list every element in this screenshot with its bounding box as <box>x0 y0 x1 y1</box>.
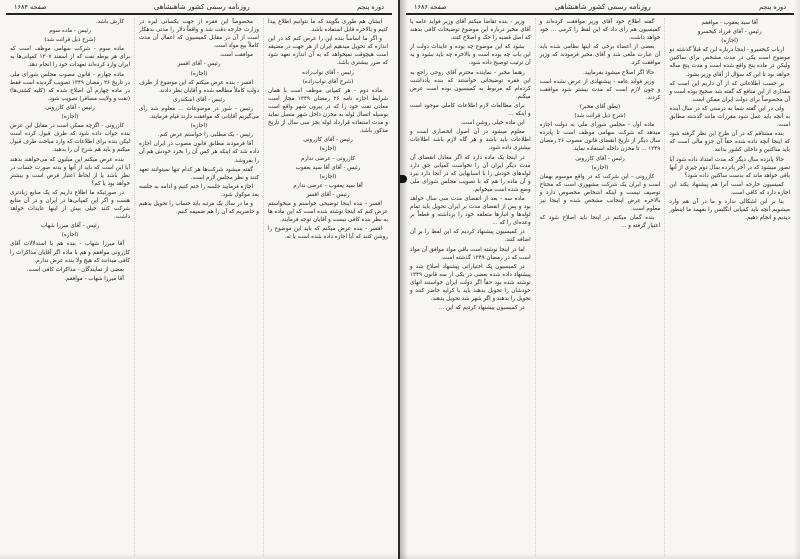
paragraph: رئیس - یک مطلبی را خواستم عرض کنم. <box>157 132 253 139</box>
speaker-heading: (اجازه) <box>61 232 79 239</box>
right-page <box>398 0 800 559</box>
page-number: صفحه ۱۶۸۶ <box>414 3 447 11</box>
page-number: صفحه ۱۶۸۴ <box>14 3 47 11</box>
speaker-heading: (اجازه) <box>61 114 79 121</box>
scan-shadow <box>400 553 800 559</box>
paragraph: وزیر - بنده تقاضا میکنم آقای وزیر فواید عامه یا آقای مخبر درباره این موضوع توضیحات کافی بدهند که اصل قضیه را حک و اصلاح کنند. <box>409 19 531 42</box>
paragraph: کارش باشد. <box>95 19 124 25</box>
speaker-heading: (شرح آقای نواب‌زاده) <box>302 78 354 85</box>
speaker-heading: رئیس - آقای کازرونی <box>575 155 625 162</box>
page-header <box>6 2 392 12</box>
paragraph: ولی در این گفته شما به درستی که در سال آینده به آنچه باید عمل شود مقررات مانند گذشته مطابق است. <box>669 105 790 129</box>
paragraph: ماده اول - مجلس شورای ملی به دولت اجازه میدهد که شرکت سهامی موظف است تا پانزده سال دیگر از تاریخ انقضای قانون مصوب ۲۶ رمضان ۱۳۴۹ ... تا مخزن داخله استفاده نماید. <box>539 122 661 153</box>
paragraph: اما در اینجا نوشته است باقی مواد موافق آن مواد است که در رمضان ۱۳۴۹ گذشته است. <box>409 246 531 261</box>
speaker-heading: رئیس - آقای کازرونی <box>303 137 353 144</box>
paragraph: در صورتیکه ما اطلاع داریم که یک منابع زیادتری هست و اگر این کمپانی‌ها در ایران و در آن منابع شرکت کنند خیلی بیش از اینها عایدات خواهد داشت. <box>10 189 130 221</box>
paragraph: مخصوصاً این فقره از جهت یکسانی لیره در وزارت خارجه دقت شد و واقعاً دلار را مدتی بدهکار است از آن در مقابل کمیسیون که اعمال آن مدت کاملاً بیع مواد است. <box>139 19 259 50</box>
paragraph: بعضی از نمایندگان - مذاکرات کافی است. <box>26 266 124 273</box>
speaker-heading: رئیس - آقای کازرونی <box>45 104 95 111</box>
speaker-heading: رئیس - آقای آقا سید یعقوب <box>295 164 361 171</box>
paragraph: افسر - بنده اینجا توضیحی خواستم و میخواستم عرض کنم که اینجا نوشته شده است که این ماده ها به نظر بنده کافی نیست و آقایان توجه فرمایند. <box>268 200 388 224</box>
speaker-heading: (اجازه) <box>190 70 208 77</box>
paragraph: بعضی از اعضاء برخی که اینها نظامی شده باید آن عبارت ملغی شد و آقای مخبر فرمودند که وزیر موافقت کرد. <box>539 44 661 67</box>
speaker-heading: رئیس - آقای افسر <box>177 61 221 68</box>
paragraph: در کمیسیون پیشنهاد کردیم که این ... <box>438 305 525 312</box>
paragraph: بنده گمان میکنم در اینجا باید اصلاح شود که اعتبار گرفته و ... <box>539 215 661 230</box>
gazette-title: روزنامه رسمی کشور شاهنشاهی <box>554 3 651 11</box>
paragraph: بنده عرض میکنم این میلیون که می‌خواهند بدهند آیا این است که باید از آنها و بدنه صورت حساب در نظر باشد یا از لحاظ اعتبار قرض است و بیشتر خواهد بود یا کم؟ <box>10 156 130 187</box>
speaker-heading: (اجازه) <box>190 123 208 130</box>
gazette-title: روزنامه رسمی کشور شاهنشاهی <box>153 3 250 11</box>
paragraph: ماده سه - بعد از انقضای مدت سی سال خواهد بود و پس از انقضای مدت بر ایران تحویل باید تمام لوله‌ها و انبارها متعلقه خود را برداشته و قطعاً بر وعده‌ای را که ... <box>409 195 531 227</box>
paragraph: در کمیسیون پیشنهاد کردیم که این لفظ را بر آن اضافه کنند. <box>409 229 531 244</box>
column-3 <box>6 18 134 556</box>
paragraph: حالا اگر اصلاح میشود بفرمایید. <box>583 69 655 76</box>
paragraph: بشود که این موضوع چه بوده و عایدات دولت از این باب چه بوده است و بالاخره چه باید بشود و به آن ترتیب توضیح داده شود. <box>409 44 531 67</box>
column-1 <box>664 18 794 556</box>
binding-mark <box>398 175 407 183</box>
speaker-heading: رئیس - ماده سوم <box>49 28 91 35</box>
paragraph: این ماده خیلی روشن است. <box>460 120 525 127</box>
speaker-heading: (شرح ذیل قرائت شد) <box>574 113 626 120</box>
column-3 <box>406 18 535 556</box>
columns <box>6 18 392 556</box>
paragraph: آقا میرزا شهاب - موافقم. <box>64 275 124 282</box>
scan-shadow <box>0 553 398 559</box>
speaker-heading: (شرح ذیل قرائت شد) <box>44 37 96 44</box>
speaker-heading: آقا سید یعقوب - موافقم <box>701 20 758 26</box>
page-header <box>406 2 794 12</box>
speaker-heading: (نطق آقای مخبر) <box>579 103 621 110</box>
paragraph: برای مطالعات لازم اطلاعات کاملی موجود است و اینکه ... <box>409 102 531 118</box>
paragraph: رئیس - شور در موضوعات ... معلوم شد رأی می‌گیریم آقایانی که موافقت دارند قیام فرمایند. <box>139 105 259 121</box>
term-label: دوره پنجم <box>357 3 384 11</box>
left-page <box>0 0 398 559</box>
speaker-heading: رئیس - آقای اسکندری <box>173 96 225 103</box>
paragraph: ماده سوم - شرکت سهامی موظف است که برای هر بوطه نفت که از اسفند ۱۳۰۷ کمپانی‌ها به ایران وارد کرده‌اند تعهدات خود را انجام دهد. <box>10 46 131 69</box>
paragraph: حالا پانزده سال دیگر که مدت امتداد داده شود آیا تصور میشود که در آخر پانزده سال دوم چیزی از آنها باقی خواهد ماند که بدست ساکنین داده شود؟ <box>669 156 790 179</box>
paragraph: موافقت است. <box>219 52 253 59</box>
paragraph: وزیر فواید عامه - پیشنهادی از عرض نشده است و چون لازم است که مدت بیشتر شود موافقت کردند. <box>539 78 661 101</box>
paragraph: بنده مشتاقم که در آن طرح این نظر گرفته شود که اینجا آنچه داده شده حقاً آن جزو مالی است که باید ساکنین و داخلی کشور بدانند. <box>669 131 790 154</box>
paragraph: گفته اطلاع خود آقای وزیر موافقت کرده‌اند و کمیسیون هم رأی داد که این لفظ را کرمی ... خود خواهد داشت. <box>539 19 661 42</box>
paragraph: و ما در سال یک مرتبه باید حساب را تحویل بدهیم و حاضریم که آن را هم ضمیمه کنیم. <box>139 200 259 216</box>
speaker-heading: رئیس - آقای افسر <box>306 191 350 198</box>
paragraph: ایشان هم طوری بگویند که ما نتوانیم اطلاع پیدا کنیم و بالاخره قابل استفاده باشد. <box>268 19 388 34</box>
speaker-heading: رئیس - آقای فرزاد کیخسرو <box>697 29 762 36</box>
paragraph: بنا بر این اشکالی ندارد و ما در آن هم وارد میشویم آنچه باید کمپانی انگلیس را بفهمد ما اینطور دیدیم و انجام دهیم. <box>669 198 790 222</box>
paragraph: کازرونی - این شرکت که در واقع موسوم بهمان است و ایران یک شرکت مشهوری است که محتاج توصیف نیست و اینکه اشخاص مخصوص دارد و بالاخره عرض اینجانب مشخص شده و اینجا نیز معلوم است. <box>539 173 661 213</box>
paragraph: افسر - بنده عرض میکنم که باید این موضوع را روشن کنند که آیا اجازه داده شده است یا نه. <box>268 226 388 241</box>
column-2 <box>535 18 665 556</box>
columns <box>406 18 794 556</box>
speaker-heading: رئیس - آقای نواب‌زاده <box>302 69 354 76</box>
speaker-heading: (اجازه) <box>319 146 337 153</box>
paragraph: افسر - بنده عرض میکنم که این موضوع از طرف دولت کاملاً مطالعه شده و آقایان نظر دادند. <box>139 79 259 94</box>
paragraph: ماده دوم - هر کمپانی موظف است با همان شرایط اجازه نامه ۲۶ رمضان ۱۳۴۹ مجاز است معادن نفت خود را که در بیرون شهر واقع است بوسیله اتصال لوله به مخزن داخل شهر متصل نماید و مدت استفاده قرارداد لوله بجز سی سال از تاریخ مذکور باشد. <box>268 87 388 135</box>
term-label: دوره پنجم <box>759 3 786 11</box>
paragraph: آقا میرزا شهاب - بنده هم با استدلالات آقای کازرونی موافقم و هم با ماده اگر آقایان مذاکرات را کافی میدانند که هیچ ولا بنده عرض ندارم. <box>10 241 130 264</box>
header-rule <box>406 13 794 15</box>
paragraph: در کمیسیون یک اختیاراتی پیشنهاد اصلاح شد و پیشنهاد داده شده بعضی در یکی از سه قانون ۱۳۴۹ نوشته شده بود حقاً اگر دولت ایران خواستند انهای خودشان را تحویل بدهند باید با کرایه حاضر کنند و تحویل را بدهند و اگر شهر شد تحویل بدهند. <box>409 263 531 303</box>
header-rule <box>6 13 392 15</box>
paragraph: و اگر ما اساساً بنده این را عرض کنم که در این اندازه که تحویل میدهیم ایران از هر جهت در مضیقه است هیچوقت نمیخواهد که به آن اندازه تعهد شود که ضرر بیشتری باشد. <box>268 36 388 67</box>
paragraph: معلوم میشود در آن اصول انحصاری است و اطلاعات باید باشد و هر گاه لازم باشد اطلاعات بیشتری داده شود. <box>409 129 531 152</box>
column-2 <box>134 18 263 556</box>
paragraph: رهنما مخبر - نماینده محترم آقای روحی راجع به این فقره توضیحاتی خواستند که بنده یادداشت کرده‌ام که مربوط به کمیسیون بوده است عرض میکنم. <box>409 69 531 100</box>
paragraph: کازرونی - اگرچه ممکن است در مقابل این عرض بنده جواب داده شود که طرف قبول کرده است لیکن بنده برای اطلاعات که وارد مباحث طرف قبول میکنم و باید هم شرح آن را بدهید. <box>10 123 130 154</box>
paragraph: ارباب کیخسرو - اینجا درباره این که قبلاً گذشته دو موضوع است یکی در مدت مشخص برای ساکنین ولیکن در ماده پنج واقع شده است و مدت پنج ساله خواهد بود تا این که سؤال از آقای وزیر بشود. <box>669 47 790 78</box>
speaker-heading: (اجازه) <box>721 38 739 45</box>
speaker-heading: (اجازه) <box>591 164 609 171</box>
paragraph: گفته میشود شرکت‌ها هر کدام تنها نمیتوانند تعهد کنند و نظر مجلس لازم است. <box>139 166 259 181</box>
speaker-heading: رئیس - آقای میرزا شهاب <box>40 223 100 230</box>
speaker-heading: کازرونی - عرضی ندارم <box>300 155 356 162</box>
scan-edge <box>794 0 800 559</box>
paragraph: بر حسب اطلاعاتی که از آن داریم این است که مقداری از این منافع که گفته شد صحیح بوده است و آن مخصوصاً برای دولت ایران ممکن است. <box>669 80 790 103</box>
paragraph: اجازه فرمایید جلسه را ختم کنیم و ادامه به جلسه بعد موکول شود. <box>139 183 259 198</box>
paragraph: آقا فرمودند مطابق قانون مصوب در ایران اجازه داده شد که اینکه هر کس آن را بخرد خودش هم آن را بفروشد. <box>139 141 259 164</box>
speaker-heading: آقا سید یعقوب - عرضی ندارم <box>293 182 363 189</box>
paragraph: ماده چهارم - قانون مصوب مجلس شورای ملی در تاریخ ۲۶ رمضان ۱۳۴۹ تصویب گردیده است فقط در ماده چهارم آن اصلاح شده که (کلیه کشتی‌ها) (نفت و ولایت مسافر) تصویب شود. <box>10 71 130 102</box>
paragraph: در اینجا یک ماده دارد که اگر معادل انقضای آن مدت دیگر ایران آن را نخواست کمپانی حق دارد لوله‌های خودش را با اسبابهایی که در آنجا دارد ببرد و آن ماده را هم که با تصویب مجلس شورای ملی وضع شده است میخوانم. <box>409 154 531 193</box>
paragraph: کمیسیون خارجه است آنرا هم پیشنهاد بکند این اجازه دارد که کافی است. <box>669 181 790 196</box>
column-1 <box>263 18 392 556</box>
speaker-heading: (اجازه) <box>319 173 337 180</box>
